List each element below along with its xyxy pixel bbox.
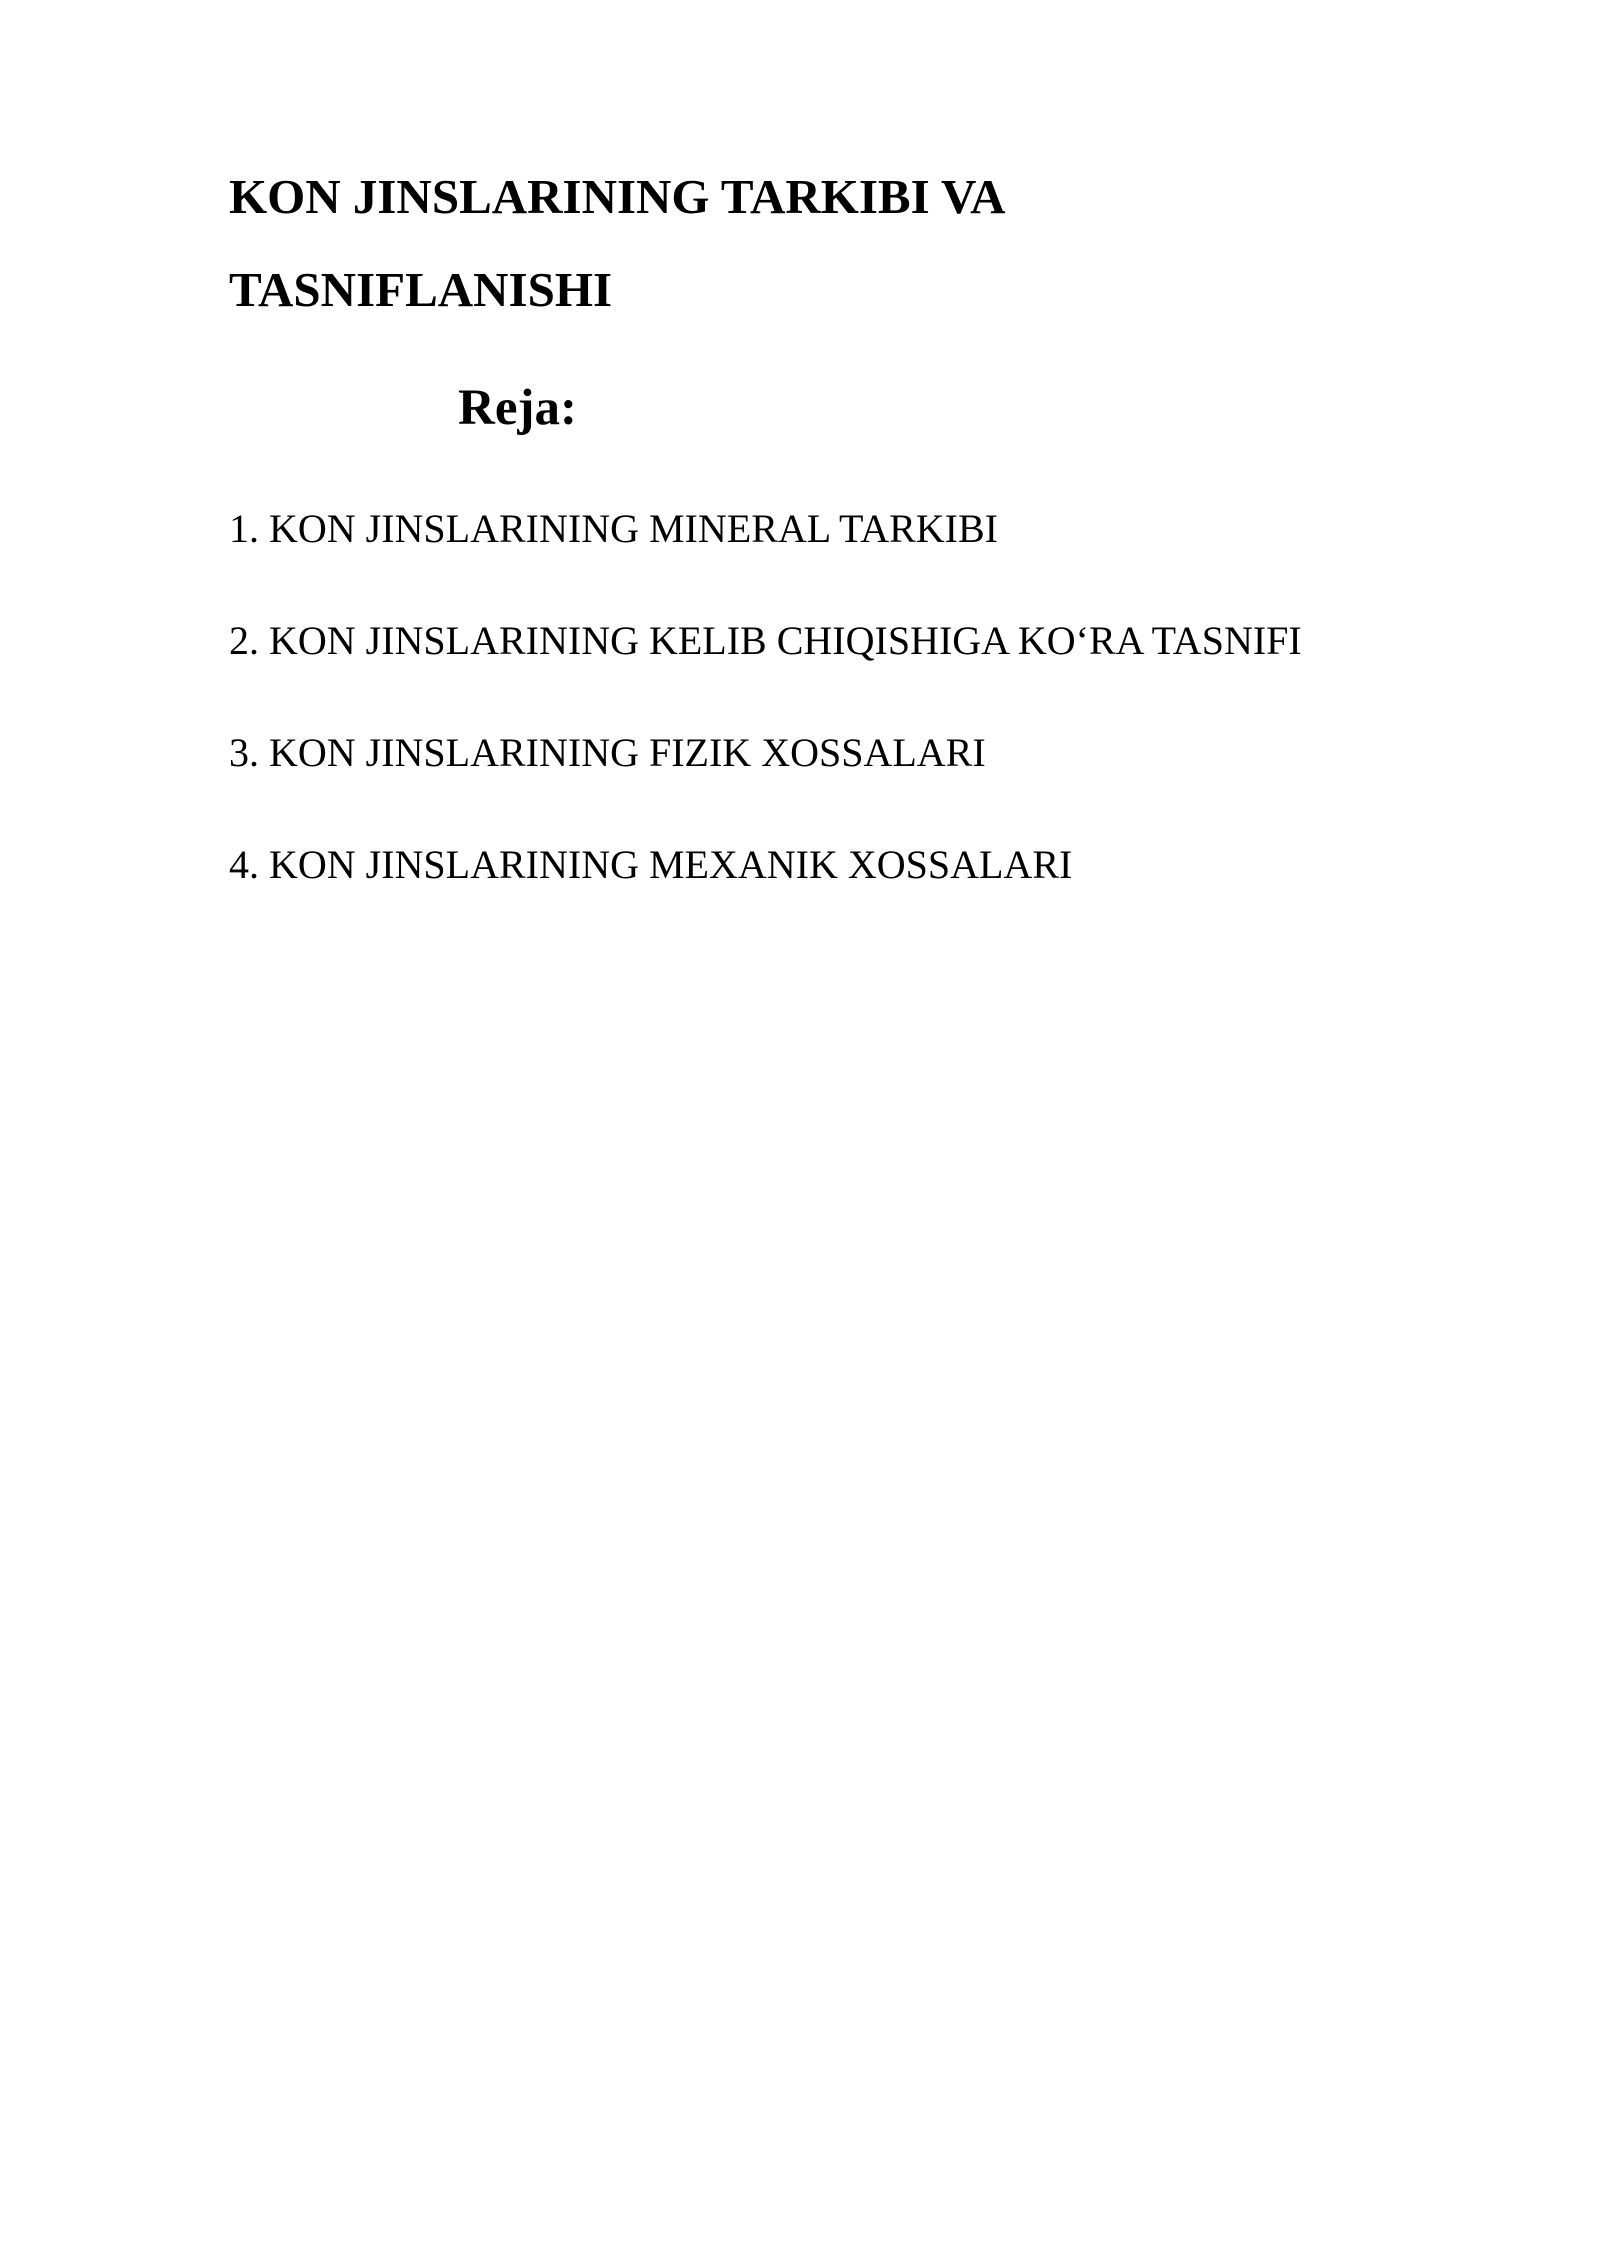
plan-item-2: 2. KON JINSLARINING KELIB CHIQISHIGA KO‘RA TASNIFI [229, 618, 1302, 663]
document-title-line-2: TASNIFLANISHI [229, 262, 613, 317]
document-title [229, 150, 1209, 336]
plan-item-4: 4. KON JINSLARINING MEXANIK XOSSALARI [229, 842, 1073, 887]
plan-item-3: 3. KON JINSLARINING FIZIK XOSSALARI [229, 730, 986, 775]
plan-item-1: 1. KON JINSLARINING MINERAL TARKIBI [229, 506, 998, 551]
plan-heading: Reja: [458, 380, 577, 436]
plan-list [229, 505, 1302, 953]
document-title-line-1: KON JINSLARINING TARKIBI VA [229, 169, 1006, 224]
